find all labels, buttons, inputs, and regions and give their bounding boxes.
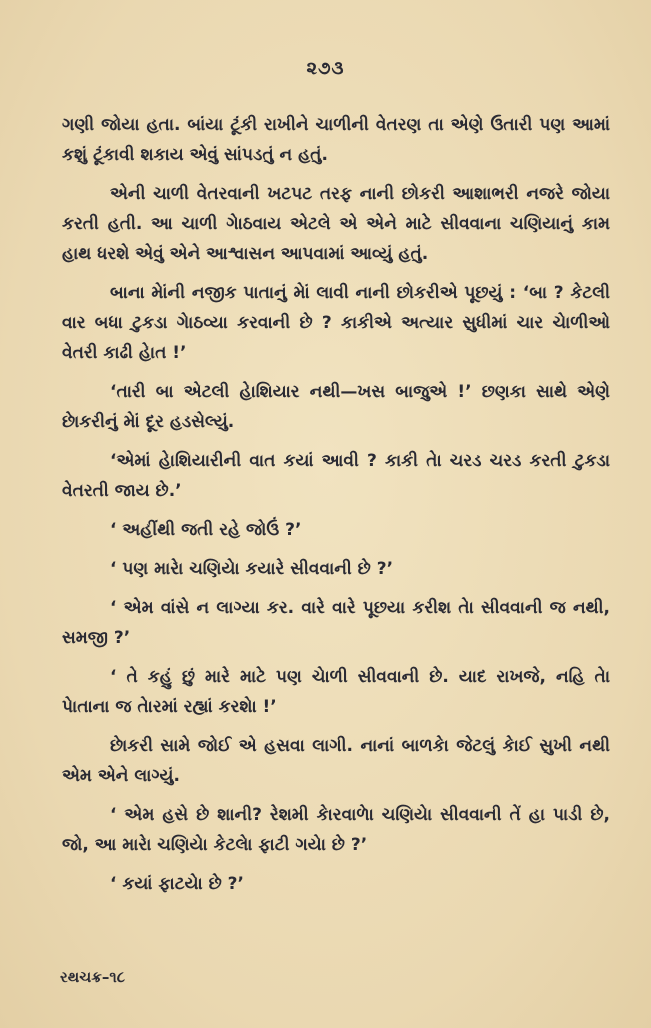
page-number: ૨૭૩ — [306, 58, 345, 79]
paragraph: ‘ પણ મારાે ચણિયાે કયારે સીવવાની છે ?’ — [110, 559, 394, 579]
paragraph: ‘ કયાં ફાટયાે છે ?’ — [110, 874, 244, 894]
footer-signature: રથચક્ર–૧૮ — [60, 968, 125, 986]
paragraph: એની ચાળી વેતરવાની ખટપટ તરફ નાની છોકરી આશાભરી નજરે જોયા કરતી હતી. આ ચાળી ગાેઠવાય એટલે એ એને માટે સીવવાના ચણિયાનું કામ હાથ ધરશે એવું એને આશ્વાસન આપવામાં આવ્યું હતું. — [62, 184, 610, 264]
paragraph: ‘ એમ વાંસે ન લાગ્યા કર. વારે વારે પૂછયા કરીશ તાે સીવવાની જ નથી, સમજી ?’ — [62, 598, 610, 648]
body-text — [62, 110, 610, 908]
paragraph: છાેકરી સામે જોઈ એ હસવા લાગી. નાનાં બાળકાે જેટલું કાેઈ સુખી નથી એમ એને લાગ્યું. — [62, 736, 610, 786]
paragraph: ‘એમાં હાેશિયારીની વાત કયાં આવી ? કાકી તાે ચરડ ચરડ કરતી ટુકડા વેતરતી જાય છે.’ — [62, 451, 610, 501]
paragraph: ગણી જોયા હતા. બાંયા ટૂંકી રાખીને ચાળીની વેતરણ તા એણે ઉતારી પણ આમાં કશું ટૂંકાવી શકાય એવું સાંપડતું ન હતું. — [62, 115, 610, 165]
paragraph: ‘તારી બા એટલી હાેશિયાર નથી—ખસ બાજુએ !’ છણકા સાથે એણે છાેકરીનું માેં દૂર હડસેલ્યું. — [62, 382, 610, 432]
paragraph: બાના માેંની નજીક પાતાનું માેં લાવી નાની છોકરીએ પૂછયું : ‘બા ? કેટલી વાર બધા ટુકડા ગાેઠવ્યા કરવાની છે ? કાકીએ અત્યાર સુધીમાં ચાર ચાેળીઓ વેતરી કાઢી હાેત !’ — [62, 283, 610, 363]
paragraph: ‘ એમ હસે છે શાની? રેશમી કાેરવાળાે ચણિયાે સીવવાની તેં હા પાડી છે, જો, આ મારાે ચણિયાે કેટલાે ફાટી ગયાે છે ?’ — [62, 805, 610, 855]
paragraph: ‘ અહીંથી જતી રહે જોઉં ?’ — [110, 520, 302, 540]
paragraph: ‘ તે કહું છું મારે માટે પણ ચાેળી સીવવાની છે. યાદ રાખજે, નહિ તાે પાેતાના જ તાેરમાં રહ્યાં કરશાે !’ — [62, 667, 610, 717]
